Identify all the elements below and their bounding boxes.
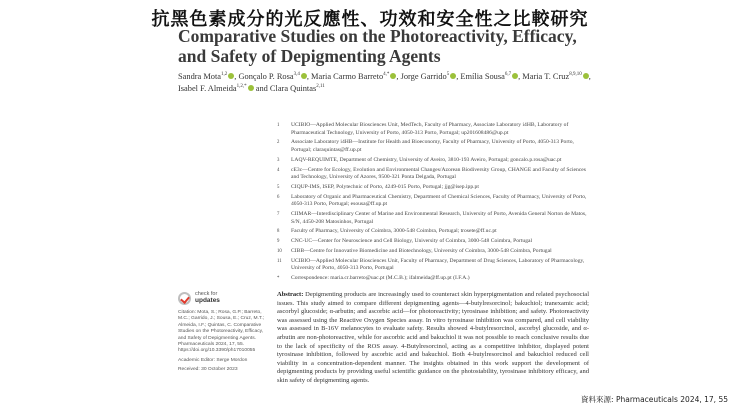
author-name[interactable] — [460, 72, 520, 81]
check-for-updates-badge[interactable] — [178, 291, 268, 307]
author-name-text: Maria Carmo Barreto — [311, 72, 384, 81]
author-list — [178, 71, 608, 95]
citation-text: Citation: Mota, S.; Rosa, G.P.; Barreto, M.C.; Garrido, J.; Sousa, E.; Cruz, M.T.; Almeida, I.F.; Quintas, C. Comparative Studies on the Photoreactivity, Efficacy, and Safety of Depigmenting Agents. Pharmaceuticals 2024, 17, 55. https://doi.org/10.3390/ph17010055 — [178, 310, 265, 354]
affiliation-number: 4 — [277, 167, 280, 173]
affiliation-item — [277, 157, 587, 165]
affiliation-text: Faculty of Pharmacy, University of Coimbra, 3000-548 Coimbra, Portugal; trosete@ff.uc.pt — [291, 228, 497, 235]
author-affiliation-superscript: 3,4 — [293, 72, 300, 78]
affiliation-number: 3 — [277, 157, 280, 163]
author-separator: and — [253, 84, 268, 93]
affiliation-number: 8 — [277, 229, 280, 235]
author-separator: , — [588, 72, 591, 81]
affiliation-text: UCIBIO—Applied Molecular Biosciences Unit, MedTech, Faculty of Pharmacy, Associate Laboratory i4HB, Laboratory of Pharmaceutical Technology, University of Porto, 4050-313 Porto, Portugal; up201608486@up.pt — [291, 122, 569, 136]
author-name[interactable] — [178, 72, 236, 81]
affiliation-item — [277, 258, 587, 273]
author-name-text: Sandra Mota — [178, 72, 222, 81]
author-name-text: Maria T. Cruz — [522, 72, 570, 81]
affiliation-number: 11 — [277, 258, 282, 264]
affiliation-item — [277, 167, 587, 182]
author-name-text: Gonçalo P. Rosa — [238, 72, 294, 81]
affiliation-text: CIBB—Centre for Innovative Biomedicine and Biotechnology, University of Coimbra, 3000-548 Coimbra, Portugal — [291, 248, 552, 254]
author-name[interactable] — [270, 84, 325, 93]
affiliation-item — [277, 248, 587, 256]
author-affiliation-superscript: 8,9,10 — [569, 72, 582, 78]
affiliation-number: 10 — [277, 249, 282, 254]
affiliation-text: Associate Laboratory i4HB—Institute for Health and Bioeconomy, Faculty of Pharmacy, University of Porto, 4050-313 Porto, Portugal; claraquintas@ff.up.pt — [291, 139, 574, 153]
author-name-text: Emília Sousa — [460, 72, 505, 81]
affiliation-text: UCIBIO—Applied Molecular Biosciences Unit, Faculty of Pharmacy, Department of Drug Sciences, Laboratory of Pharmacology, University of Porto, 4050-313 Porto, Portugal — [291, 257, 585, 272]
author-separator: , — [518, 72, 521, 81]
author-name-text: Jorge Garrido — [400, 72, 447, 81]
affiliation-text: Laboratory of Organic and Pharmaceutical Chemistry, Department of Chemical Sciences, Faculty of Pharmacy, University of Porto, 4050-313 Porto, Portugal; esousa@ff.up.pt — [291, 193, 587, 208]
author-affiliation-superscript: 1,2 — [221, 72, 228, 78]
author-affiliation-superscript: 6,7 — [504, 72, 512, 78]
affiliation-number: 7 — [277, 212, 280, 218]
affiliation-item — [277, 211, 587, 226]
affiliation-text: CIQUP-IMS, ISEP, Polytechnic of Porto, 4249-015 Porto, Portugal; jjg@isep.ipp.pt — [291, 183, 479, 190]
affiliation-item — [277, 275, 587, 283]
citation-sidebar — [178, 310, 268, 377]
author-name-text: Isabel F. Almeida — [178, 84, 237, 93]
academic-editor: Academic Editor: Serge Mordon — [178, 357, 248, 363]
author-name[interactable] — [178, 84, 268, 93]
abstract-text: Depigmenting products are increasingly used to counteract skin hyperpigmentation and related psychosocial issues. This study aimed to compare different depigmenting agents—4-butylresorcinol; bakuchiol; tranexamic acid; ascorbyl glucoside; α-arbutin; and ascorbic acid—for photoreactivity; tyrosinase inhibition; and safety. Photoreactivity was assessed using the Reactive Oxygen Species assay. In vitro tyrosinase inhibition was compared, and cell viability was assessed in B-16V melanocytes to evaluate safety. Results showed 4-butylresorcinol, ascorbyl glucoside, and α-arbutin are non-photoreactive, while for ascorbic acid and bakuchiol it was not possible to reach conclusive results due to the lack of specificity of the ROS assay. 4-Butylresorcinol, acting as a competitive inhibitor, displayed potent tyrosinase inhibition, followed by ascorbic acid and bakuchiol. Both 4-butylresorcinol and bakuchiol reduced cell viability in a concentration-dependent manner. The insights obtained in this work support the development of depigmenting products by providing useful scientific guidance on the photostability, tyrosinase inhibitory efficacy, and skin safety of depigmenting agents. — [277, 291, 589, 384]
affiliation-text: CNC-UC—Center for Neuroscience and Cell Biology, University of Coimbra, 3000-548 Coimbra, Portugal — [291, 238, 533, 245]
affiliation-item — [277, 122, 587, 137]
affiliation-number: 5 — [277, 184, 280, 190]
affiliation-item — [277, 228, 587, 236]
author-affiliation-superscript: 2,11 — [316, 84, 325, 90]
affiliation-item — [277, 139, 587, 154]
author-affiliation-superscript: 1,2,* — [236, 84, 247, 90]
author-separator: , — [456, 72, 459, 81]
author-name[interactable] — [401, 72, 459, 81]
affiliation-text: LAQV-REQUIMTE, Department of Chemistry, University of Aveiro, 3810-193 Aveiro, Portugal; goncalo.p.rosa@uac.pt — [291, 156, 562, 163]
affiliation-number: 6 — [277, 194, 280, 200]
affiliation-item — [277, 194, 587, 209]
author-separator: , — [234, 72, 237, 81]
affiliation-text: Correspondence: maria.cr.barreto@uac.pt (M.C.B.); ifalmeida@ff.up.pt (I.F.A.) — [291, 275, 470, 282]
abstract-label: Abstract: — [277, 291, 304, 298]
author-name[interactable] — [311, 72, 398, 81]
affiliation-text: CIIMAR—Interdisciplinary Center of Marine and Environmental Research, University of Porto, Avenida General Norton de Matos, S/N, 4450-208 Matosinhos, Portugal — [291, 211, 587, 225]
received-date: Received: 30 October 2023 — [178, 367, 238, 373]
author-name-text: Clara Quintas — [269, 84, 317, 93]
slide-title: 抗黑色素成分的光反應性、功效和安全性之比較研究 — [151, 9, 589, 30]
affiliation-item — [277, 238, 587, 246]
affiliation-list — [277, 122, 587, 285]
check-updates-line1: check for — [195, 291, 218, 297]
affiliation-number: * — [277, 276, 280, 282]
affiliation-number: 9 — [277, 239, 280, 245]
abstract — [277, 291, 589, 386]
check-updates-icon — [178, 292, 191, 305]
author-affiliation-superscript: 4,* — [383, 72, 390, 78]
source-citation: 資料來源: Pharmaceuticals 2024, 17, 55 — [581, 395, 728, 404]
author-separator: , — [396, 72, 399, 81]
check-updates-line2: updates — [195, 297, 220, 304]
author-separator: , — [306, 72, 309, 81]
affiliation-item — [277, 184, 587, 192]
author-name[interactable] — [522, 72, 591, 81]
affiliation-number: 1 — [277, 123, 280, 128]
author-name[interactable] — [238, 72, 308, 81]
author-affiliation-superscript: 5 — [446, 72, 450, 78]
affiliation-text: cE3c—Centre for Ecology, Evolution and Environmental Changes/Azorean Biodiversity Group, CHANGE and Faculty of Sciences and Technology, University of Azores, 9500-321 Ponta Delgada, Portugal — [291, 166, 586, 181]
affiliation-number: 2 — [277, 140, 280, 146]
paper-title: Comparative Studies on the Photoreactivity, Efficacy, and Safety of Depigmenting Agents — [178, 26, 577, 66]
